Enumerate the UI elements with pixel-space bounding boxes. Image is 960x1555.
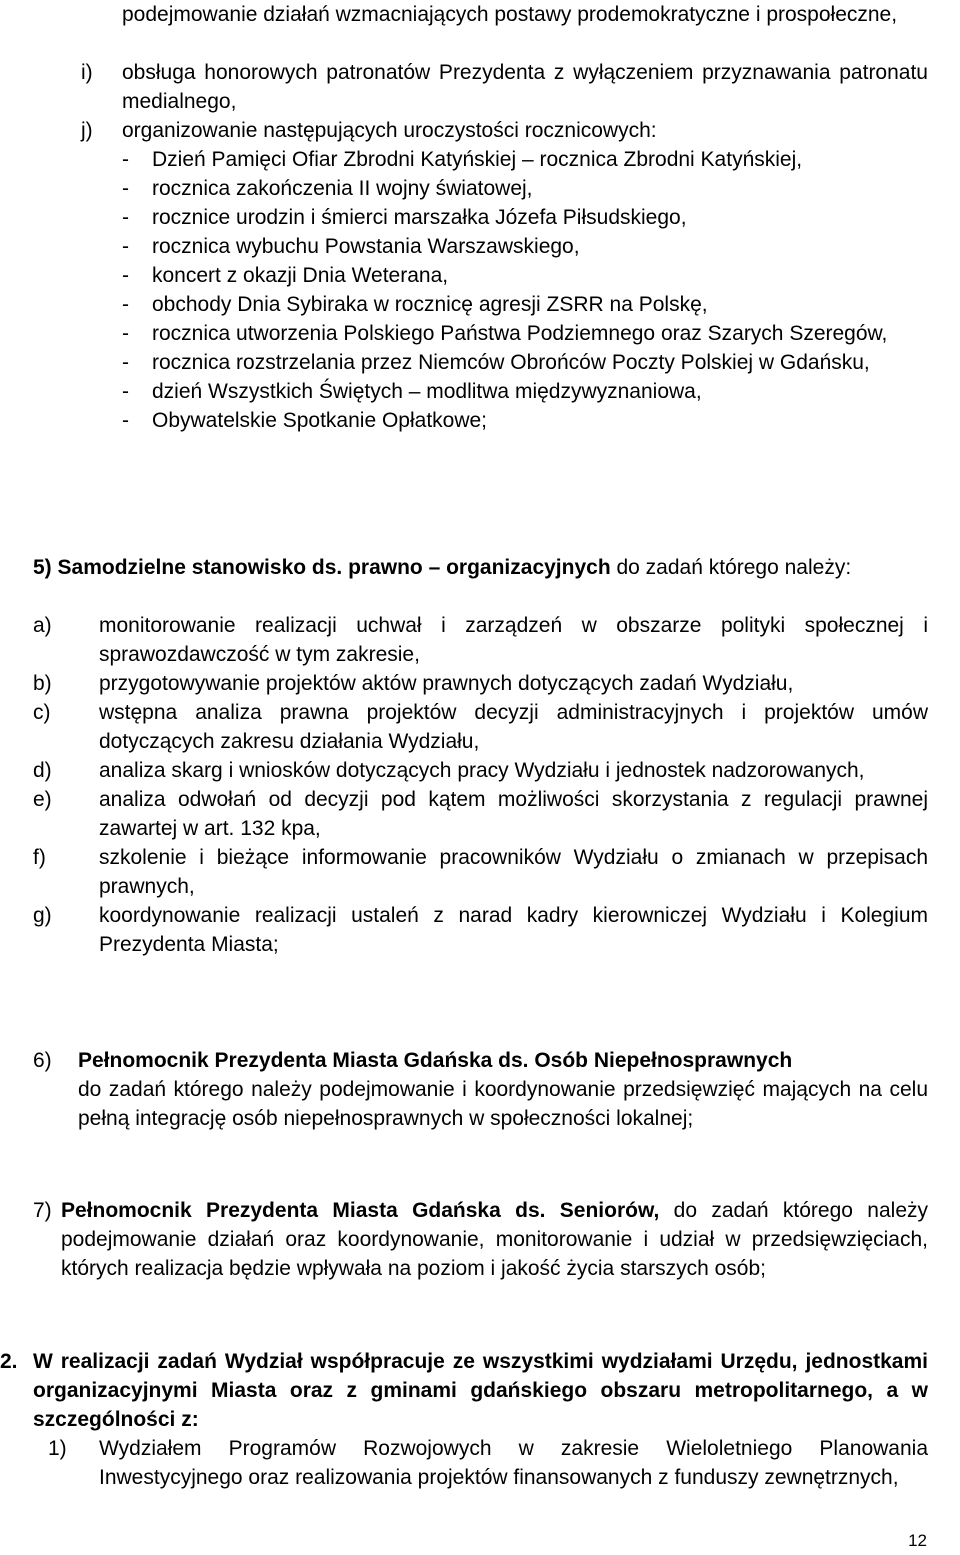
item-label: i) — [81, 61, 93, 84]
ceremony-item — [122, 348, 928, 377]
item-text: analiza odwołań od decyzji pod kątem możliwości skorzystania z regulacji prawnej zawartej w art. 132 kpa, — [99, 788, 928, 840]
ceremony-item — [122, 261, 928, 290]
list-item — [33, 785, 928, 843]
item-label: c) — [33, 701, 51, 724]
ceremony-item — [122, 406, 928, 435]
item-text: przygotowywanie projektów aktów prawnych dotyczących zadań Wydziału, — [99, 672, 794, 695]
item-label: f) — [33, 846, 46, 869]
list-item — [33, 901, 928, 959]
list-item — [33, 669, 928, 698]
ceremony-text: dzień Wszystkich Świętych – modlitwa międzywyznaniowa, — [152, 380, 702, 403]
section-number: 7) — [33, 1199, 52, 1222]
dash-bullet: - — [122, 235, 129, 258]
section-title: 5) Samodzielne stanowisko ds. prawno – organizacyjnych — [33, 556, 611, 579]
item-text: Wydziałem Programów Rozwojowych w zakresie Wieloletniego Planowania Inwestycyjnego oraz realizowania projektów finansowanych z funduszy zewnętrznych, — [99, 1437, 928, 1489]
ceremony-item — [122, 203, 928, 232]
item-text: analiza skarg i wniosków dotyczących pracy Wydziału i jednostek nadzorowanych, — [99, 759, 865, 782]
item-label: e) — [33, 788, 52, 811]
item-label: a) — [33, 614, 52, 637]
dash-bullet: - — [122, 409, 129, 432]
section-body — [61, 1196, 928, 1283]
ceremony-text: rocznica utworzenia Polskiego Państwa Podziemnego oraz Szarych Szeregów, — [152, 322, 888, 345]
ceremony-text: Obywatelskie Spotkanie Opłatkowe; — [152, 409, 488, 432]
dash-bullet: - — [122, 206, 129, 229]
point-text: W realizacji zadań Wydział współpracuje ze wszystkimi wydziałami Urzędu, jednostkami organizacyjnymi Miasta oraz z gminami gdańskiego obszaru metropolitarnego, a w szczególności z: — [33, 1350, 928, 1431]
item-text: koordynowanie realizacji ustaleń z narad kadry kierowniczej Wydziału i Kolegium Prezydenta Miasta; — [99, 904, 928, 956]
dash-bullet: - — [122, 322, 129, 345]
ceremony-text: Dzień Pamięci Ofiar Zbrodni Katyńskiej – rocznica Zbrodni Katyńskiej, — [152, 148, 803, 171]
section-7 — [33, 1196, 928, 1283]
ceremonies-list — [122, 145, 928, 435]
item-label: 1) — [48, 1437, 67, 1460]
ceremony-item — [122, 145, 928, 174]
dash-bullet: - — [122, 148, 129, 171]
item-label: b) — [33, 672, 52, 695]
task-list-top — [81, 58, 928, 145]
ceremony-text: rocznica wybuchu Powstania Warszawskiego, — [152, 235, 580, 258]
point-2-item — [48, 1434, 928, 1492]
section-body — [78, 1046, 928, 1133]
item-text: szkolenie i bieżące informowanie pracowników Wydziału o zmianach w przepisach prawnych, — [99, 846, 928, 898]
list-item — [33, 756, 928, 785]
dash-bullet: - — [122, 264, 129, 287]
item-label: d) — [33, 759, 52, 782]
paragraph-text: podejmowanie działań wzmacniających postawy prodemokratyczne i prospołeczne, — [122, 3, 898, 26]
ceremony-text: rocznica rozstrzelania przez Niemców Obrońców Poczty Polskiej w Gdańsku, — [152, 351, 870, 374]
section-5-list — [33, 611, 928, 959]
ceremony-text: rocznice urodzin i śmierci marszałka Józefa Piłsudskiego, — [152, 206, 687, 229]
list-item — [33, 843, 928, 901]
point-number: 2. — [0, 1350, 18, 1373]
dash-bullet: - — [122, 351, 129, 374]
ceremony-item — [122, 290, 928, 319]
section-text: do zadań którego należy podejmowanie działań oraz koordynowanie, monitorowanie i udział w przedsięwzięciach, których realizacja będzie wpływała na poziom i jakość życia starszych osób; — [61, 1199, 928, 1280]
list-item — [33, 698, 928, 756]
ceremony-item — [122, 174, 928, 203]
item-label: j) — [81, 119, 93, 142]
ceremony-item — [122, 377, 928, 406]
list-item — [81, 116, 928, 145]
point-2 — [0, 1347, 928, 1434]
page-number: 12 — [908, 1531, 927, 1550]
item-text: organizowanie następujących uroczystości rocznicowych: — [122, 119, 657, 142]
item-text: obsługa honorowych patronatów Prezydenta z wyłączeniem przyznawania patronatu medialnego, — [122, 61, 928, 113]
section-title: Pełnomocnik Prezydenta Miasta Gdańska ds. Seniorów, — [61, 1199, 660, 1222]
continuation-paragraph — [122, 0, 928, 29]
ceremony-text: obchody Dnia Sybiraka w rocznicę agresji ZSRR na Polskę, — [152, 293, 708, 316]
section-number: 6) — [33, 1049, 52, 1072]
dash-bullet: - — [122, 380, 129, 403]
list-item — [81, 58, 928, 116]
section-intro: do zadań którego należy: — [610, 556, 852, 579]
dash-bullet: - — [122, 177, 129, 200]
item-text: monitorowanie realizacji uchwał i zarządzeń w obszarze polityki społecznej i sprawozdawczość w tym zakresie, — [99, 614, 928, 666]
dash-bullet: - — [122, 293, 129, 316]
section-5-heading — [33, 553, 928, 582]
item-text: wstępna analiza prawna projektów decyzji administracyjnych i projektów umów dotyczących zakresu działania Wydziału, — [99, 701, 928, 753]
item-label: g) — [33, 904, 52, 927]
ceremony-text: rocznica zakończenia II wojny światowej, — [152, 177, 533, 200]
ceremony-text: koncert z okazji Dnia Weterana, — [152, 264, 449, 287]
section-title: Pełnomocnik Prezydenta Miasta Gdańska ds. Osób Niepełnosprawnych — [78, 1049, 793, 1072]
ceremony-item — [122, 232, 928, 261]
section-6 — [33, 1046, 928, 1133]
section-text: do zadań którego należy podejmowanie i koordynowanie przedsięwzięć mających na celu pełną integrację osób niepełnosprawnych w społeczności lokalnej; — [78, 1078, 928, 1130]
ceremony-item — [122, 319, 928, 348]
list-item — [33, 611, 928, 669]
